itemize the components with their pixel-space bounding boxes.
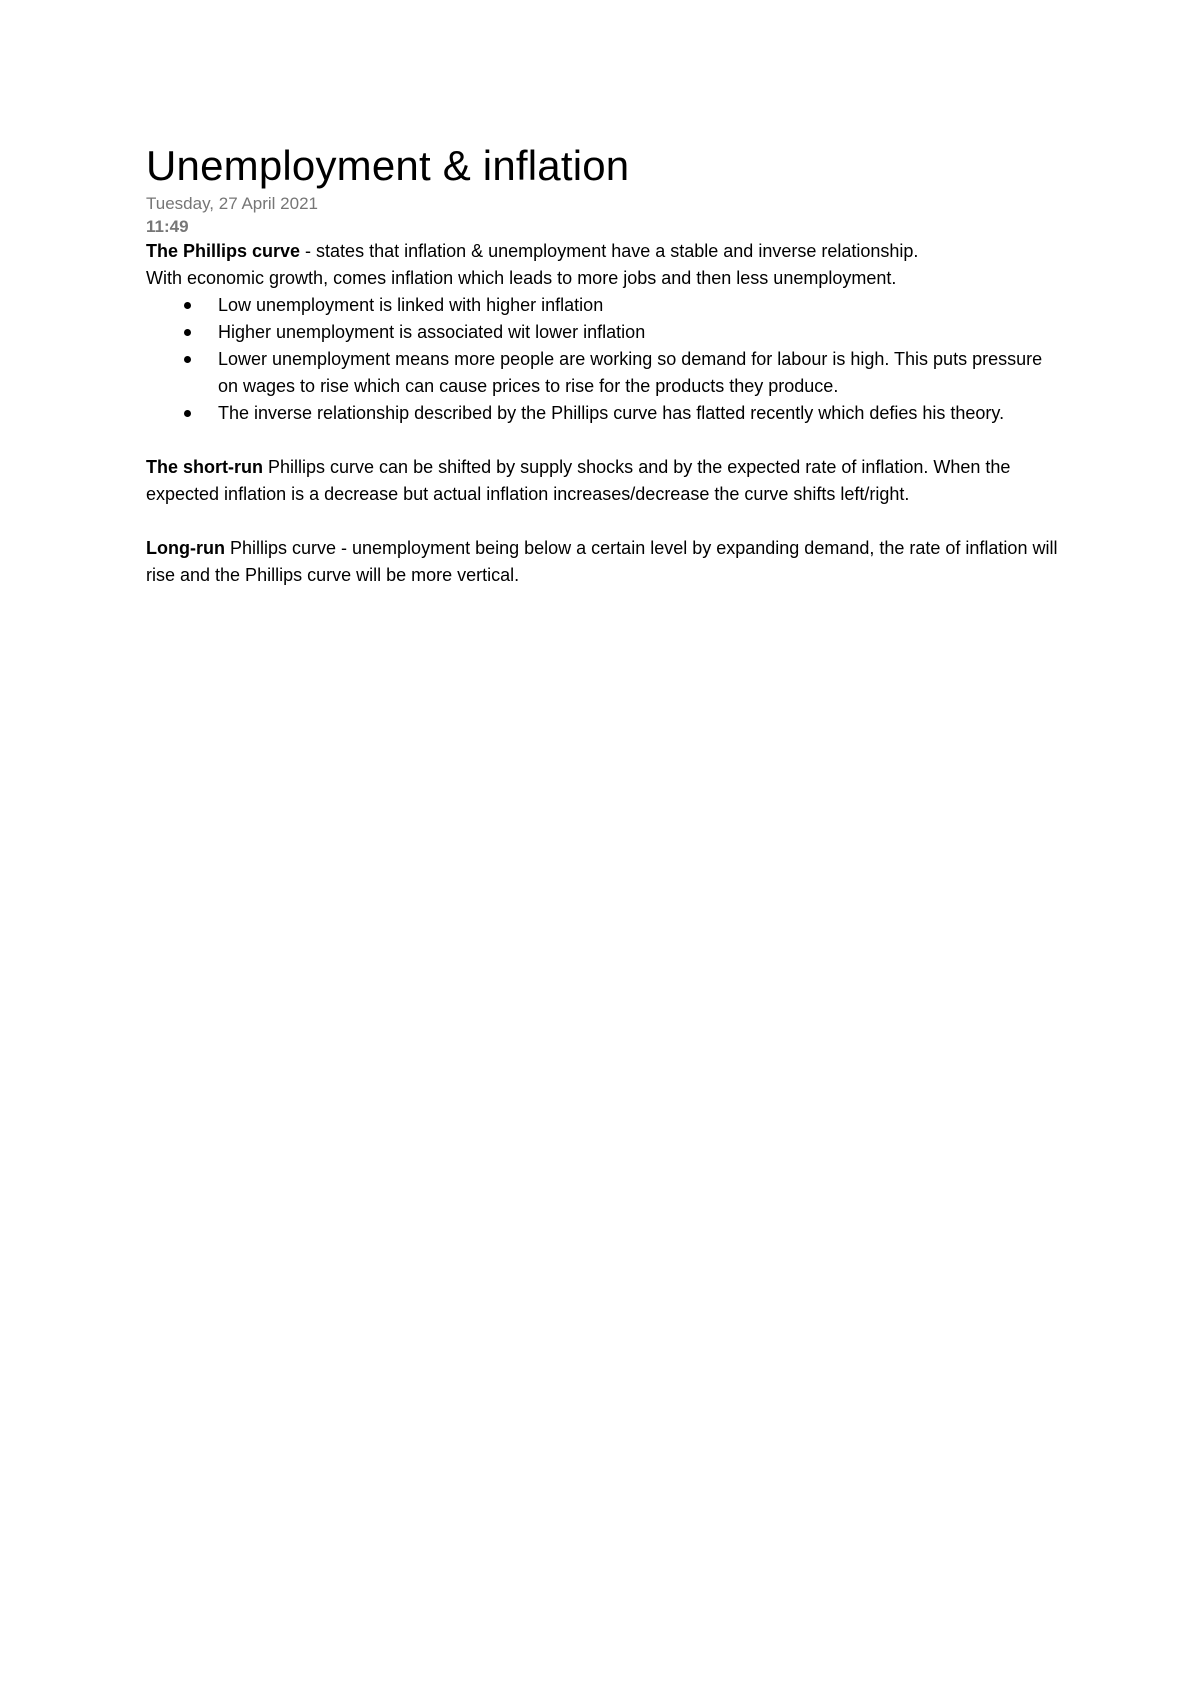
phillips-term: The Phillips curve xyxy=(146,241,301,261)
phillips-definition-text: - states that inflation & unemployment have a stable and inverse relationship. xyxy=(300,241,919,261)
bullet-icon xyxy=(184,356,191,363)
phillips-definition xyxy=(146,238,1066,265)
long-run-term: Long-run xyxy=(146,538,225,558)
note-time: 11:49 xyxy=(146,217,189,236)
list-item xyxy=(146,319,1066,346)
note-date: Tuesday, 27 April 2021 xyxy=(146,194,319,213)
list-item xyxy=(146,346,1066,400)
long-run-text: Phillips curve - unemployment being below a certain level by expanding demand, the rate of inflation will rise and the Phillips curve will be more vertical. xyxy=(146,538,1058,585)
note-page xyxy=(146,140,1066,589)
bullet-text: The inverse relationship described by the Phillips curve has flatted recently which defies his theory. xyxy=(218,403,1005,423)
bullet-list xyxy=(146,292,1066,427)
long-run-paragraph xyxy=(146,535,1066,589)
bullet-icon xyxy=(184,302,191,309)
list-item xyxy=(146,292,1066,319)
spacer xyxy=(146,508,1066,535)
spacer xyxy=(146,427,1066,454)
short-run-text: Phillips curve can be shifted by supply shocks and by the expected rate of inflation. When the expected inflation is a decrease but actual inflation increases/decrease the curve shifts left/right. xyxy=(146,457,1011,504)
page-title: Unemployment & inflation xyxy=(146,142,630,189)
bullet-icon xyxy=(184,410,191,417)
bullet-text: Low unemployment is linked with higher inflation xyxy=(218,295,604,315)
bullet-text: Higher unemployment is associated wit lower inflation xyxy=(218,322,646,342)
list-item xyxy=(146,400,1066,427)
short-run-term: The short-run xyxy=(146,457,263,477)
bullet-text: Lower unemployment means more people are working so demand for labour is high. This puts pressure on wages to rise which can cause prices to rise for the products they produce. xyxy=(218,349,1043,396)
bullet-icon xyxy=(184,329,191,336)
phillips-growth: With economic growth, comes inflation which leads to more jobs and then less unemployment. xyxy=(146,268,897,288)
short-run-paragraph xyxy=(146,454,1066,508)
